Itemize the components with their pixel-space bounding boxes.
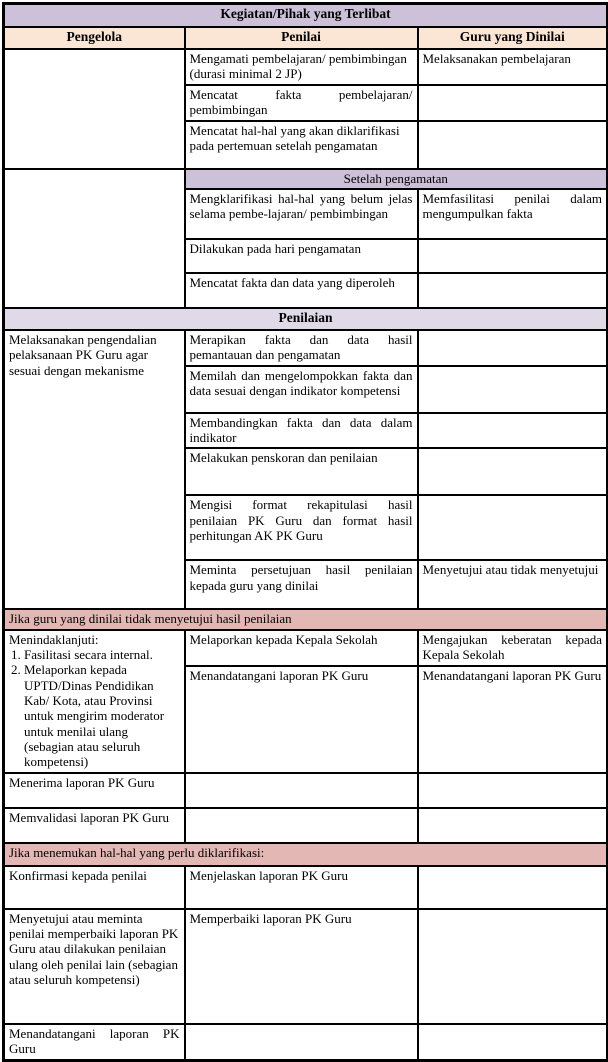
penilai-cell: Melakukan penskoran dan penilaian — [185, 448, 418, 495]
section-header-row — [4, 843, 608, 866]
pengelola-numbered-list — [9, 647, 180, 770]
guru-empty-cell — [418, 773, 608, 808]
pengelola-cell: Menandatangani laporan PK Guru — [4, 1024, 185, 1061]
guru-empty-cell — [418, 808, 608, 843]
table-title-row — [4, 4, 608, 28]
table-row — [4, 866, 608, 909]
guru-empty-cell — [418, 273, 608, 308]
section-header-penilaian: Penilaian — [4, 308, 608, 330]
table-title: Kegiatan/Pihak yang Terlibat — [4, 4, 608, 28]
column-header-row — [4, 27, 608, 49]
table-row — [4, 808, 608, 843]
penilai-cell: Memperbaiki laporan PK Guru — [185, 909, 418, 1024]
penilai-cell: Merapikan fakta dan data hasil pemantauan dan pengamatan — [185, 330, 418, 366]
table-row — [4, 330, 608, 366]
penilai-cell: Mencatat fakta dan data yang diperoleh — [185, 273, 418, 308]
penilai-cell: Mencatat fakta pembelajaran/ pembimbingan — [185, 85, 418, 121]
penilai-cell: Melaporkan kepada Kepala Sekolah — [185, 630, 418, 666]
pengelola-cell: Konfirmasi kepada penilai — [4, 866, 185, 909]
pengelola-empty-cell — [4, 169, 185, 308]
penilai-cell: Mencatat hal-hal yang akan diklarifikasi pada pertemuan setelah pengamatan — [185, 121, 418, 169]
guru-cell: Menandatangani laporan PK Guru — [418, 666, 608, 772]
penilai-cell: Meminta persetujuan hasil penilaian kepada guru yang dinilai — [185, 560, 418, 609]
penilai-cell: Memilah dan mengelompokkan fakta dan data sesuai dengan indikator kompetensi — [185, 366, 418, 413]
col-header-pengelola: Pengelola — [4, 27, 185, 49]
pengelola-cell: Memvalidasi laporan PK Guru — [4, 808, 185, 843]
pengelola-intro: Menindaklanjuti: — [9, 631, 99, 647]
guru-cell: Menyetujui atau tidak menyetujui — [418, 560, 608, 609]
pengelola-empty-cell — [4, 49, 185, 169]
pengelola-cell: Menerima laporan PK Guru — [4, 773, 185, 808]
list-item: 2. Melaporkan kepada UPTD/Dinas Pendidikan Kab/ Kota, atau Provinsi untuk mengirim moderator untuk menilai ulang (sebagian atau seluruh kompetensi) — [24, 662, 180, 769]
penilai-cell: Mengisi format rekapitulasi hasil penilaian PK Guru dan format hasil perhitungan AK PK Guru — [185, 495, 418, 560]
subsection-header-row — [4, 169, 608, 189]
guru-empty-cell — [418, 909, 608, 1024]
table-row — [4, 49, 608, 85]
table-row — [4, 630, 608, 666]
penilai-cell: Menandatangani laporan PK Guru — [185, 666, 418, 772]
col-header-guru: Guru yang Dinilai — [418, 27, 608, 49]
guru-empty-cell — [418, 495, 608, 560]
section-header-row — [4, 609, 608, 629]
penilai-cell: Mengklarifikasi hal-hal yang belum jelas selama pembe-lajaran/ pembimbingan — [185, 189, 418, 239]
table-row — [4, 773, 608, 808]
list-item: 1. Fasilitasi secara internal. — [24, 647, 180, 662]
penilai-empty-cell — [185, 808, 418, 843]
guru-cell: Mengajukan keberatan kepada Kepala Sekolah — [418, 630, 608, 666]
pengelola-cell: Melaksanakan pengendalian pelaksanaan PK Guru agar sesuai dengan mekanisme — [4, 330, 185, 609]
penilai-cell: Mengamati pembelajaran/ pembimbingan (durasi minimal 2 JP) — [185, 49, 418, 85]
table-row — [4, 1024, 608, 1061]
penilai-cell: Dilakukan pada hari pengamatan — [185, 239, 418, 273]
guru-empty-cell — [418, 1024, 608, 1061]
kegiatan-table — [2, 2, 608, 1062]
guru-empty-cell — [418, 330, 608, 366]
guru-empty-cell — [418, 866, 608, 909]
col-header-penilai: Penilai — [185, 27, 418, 49]
guru-empty-cell — [418, 366, 608, 413]
section-header-klarifikasi: Jika menemukan hal-hal yang perlu diklarifikasi: — [4, 843, 608, 866]
pengelola-cell — [4, 630, 185, 773]
section-header-row — [4, 308, 608, 330]
guru-empty-cell — [418, 121, 608, 169]
guru-cell: Memfasilitasi penilai dalam mengumpulkan fakta — [418, 189, 608, 239]
penilai-cell: Menjelaskan laporan PK Guru — [185, 866, 418, 909]
table-row — [4, 909, 608, 1024]
penilai-empty-cell — [185, 773, 418, 808]
guru-empty-cell — [418, 239, 608, 273]
guru-empty-cell — [418, 413, 608, 449]
subsection-header: Setelah pengamatan — [185, 169, 608, 189]
penilai-empty-cell — [185, 1024, 418, 1061]
document-page — [2, 2, 606, 1062]
guru-cell: Melaksanakan pembelajaran — [418, 49, 608, 85]
section-header-tidak-menyetujui: Jika guru yang dinilai tidak menyetujui hasil penilaian — [4, 609, 608, 629]
guru-empty-cell — [418, 448, 608, 495]
penilai-cell: Membandingkan fakta dan data dalam indikator — [185, 413, 418, 449]
pengelola-cell: Menyetujui atau meminta penilai memperbaiki laporan PK Guru atau dilakukan penilaian ulang oleh penilai lain (sebagian atau seluruh kompetensi) — [4, 909, 185, 1024]
guru-empty-cell — [418, 85, 608, 121]
